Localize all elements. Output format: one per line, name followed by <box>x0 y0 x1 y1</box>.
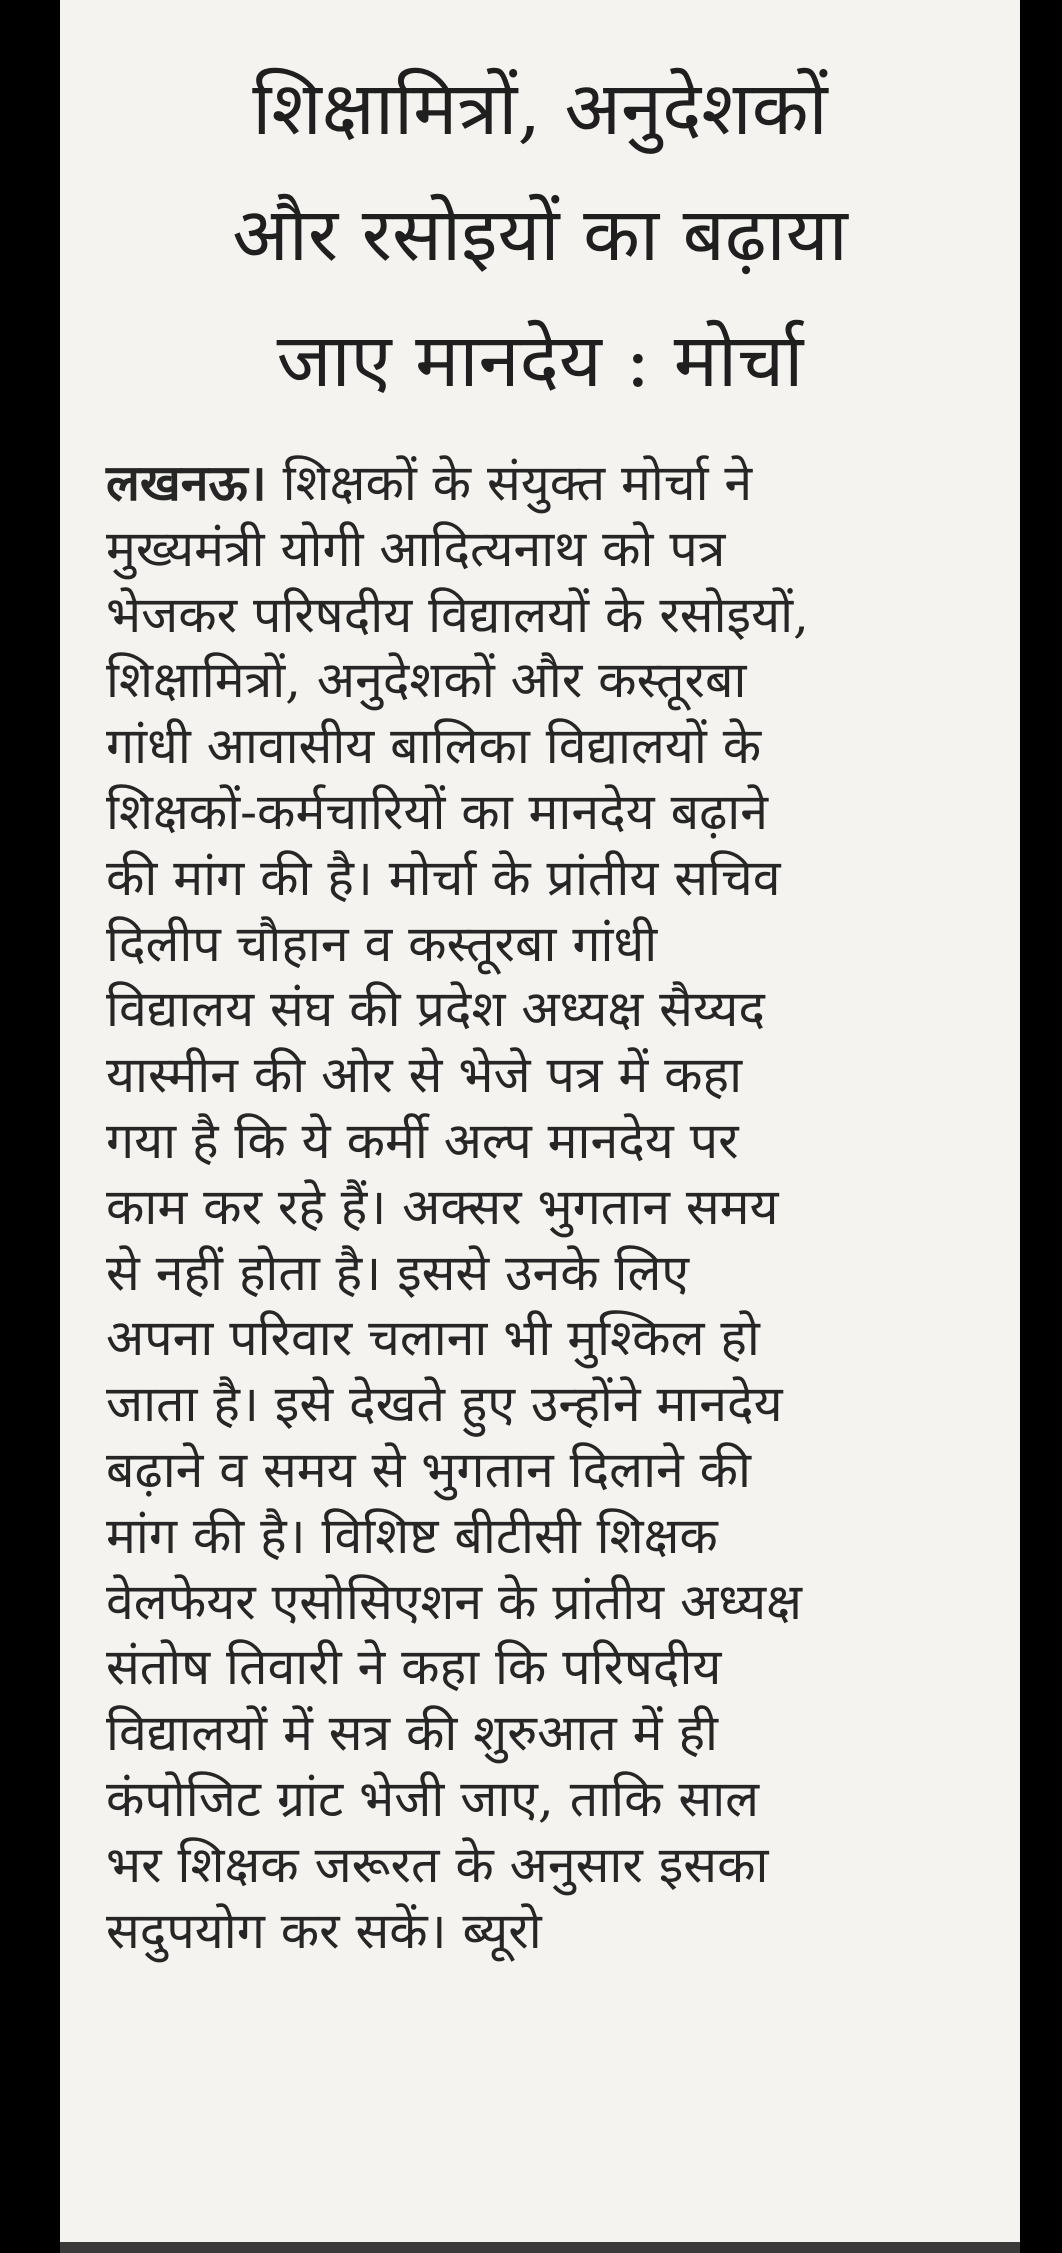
article-line: मांग की है। विशिष्ट बीटीसी शिक्षक <box>106 1506 718 1565</box>
newspaper-clipping <box>60 0 1020 2253</box>
headline-line-3: जाए मानदेय : मोर्चा <box>276 318 804 404</box>
article-line: शिक्षामित्रों, अनुदेशकों और कस्तूरबा <box>106 651 747 710</box>
headline-line-2: और रसोइयों का बढ़ाया <box>232 192 848 278</box>
article-line: भेजकर परिषदीय विद्यालयों के रसोइयों, <box>106 585 809 644</box>
article-line: से नहीं होता है। इससे उनके लिए <box>106 1243 690 1302</box>
article-body <box>106 450 986 1964</box>
headline <box>60 0 1020 424</box>
article-line-text: शिक्षकों के संयुक्त मोर्चा ने <box>266 454 753 512</box>
dateline: लखनऊ। <box>106 453 267 512</box>
article-line: बढ़ाने व समय से भुगतान दिलाने की <box>106 1440 752 1499</box>
article-line: दिलीप चौहान व कस्तूरबा गांधी <box>106 914 658 973</box>
article-line: वेलफेयर एसोसिएशन के प्रांतीय अध्यक्ष <box>106 1572 802 1631</box>
headline-line-1: शिक्षामित्रों, अनुदेशकों <box>252 66 828 152</box>
article-line: काम कर रहे हैं। अक्सर भुगतान समय <box>106 1177 779 1236</box>
article-line: की मांग की है। मोर्चा के प्रांतीय सचिव <box>106 848 781 907</box>
article-line: संतोष तिवारी ने कहा कि परिषदीय <box>106 1638 722 1697</box>
article-line: विद्यालय संघ की प्रदेश अध्यक्ष सैय्यद <box>106 980 765 1039</box>
article-line: अपना परिवार चलाना भी मुश्किल हो <box>106 1309 760 1368</box>
article-line: शिक्षकों-कर्मचारियों का मानदेय बढ़ाने <box>106 782 768 841</box>
article-line: यास्मीन की ओर से भेजे पत्र में कहा <box>106 1046 743 1105</box>
article-line: सदुपयोग कर सकें। ब्यूरो <box>106 1901 542 1960</box>
article-line: गया है कि ये कर्मी अल्प मानदेय पर <box>106 1111 739 1170</box>
article-line: गांधी आवासीय बालिका विद्यालयों के <box>106 717 762 776</box>
article-line: विद्यालयों में सत्र की शुरुआत में ही <box>106 1704 718 1763</box>
article-line <box>106 450 986 517</box>
bottom-rule <box>60 2242 1020 2253</box>
article-line: मुख्यमंत्री योगी आदित्यनाथ को पत्र <box>106 519 726 578</box>
article-line: जाता है। इसे देखते हुए उन्होंने मानदेय <box>106 1375 783 1434</box>
article-line: भर शिक्षक जरूरत के अनुसार इसका <box>106 1835 769 1894</box>
article-line: कंपोजिट ग्रांट भेजी जाए, ताकि साल <box>106 1769 760 1828</box>
